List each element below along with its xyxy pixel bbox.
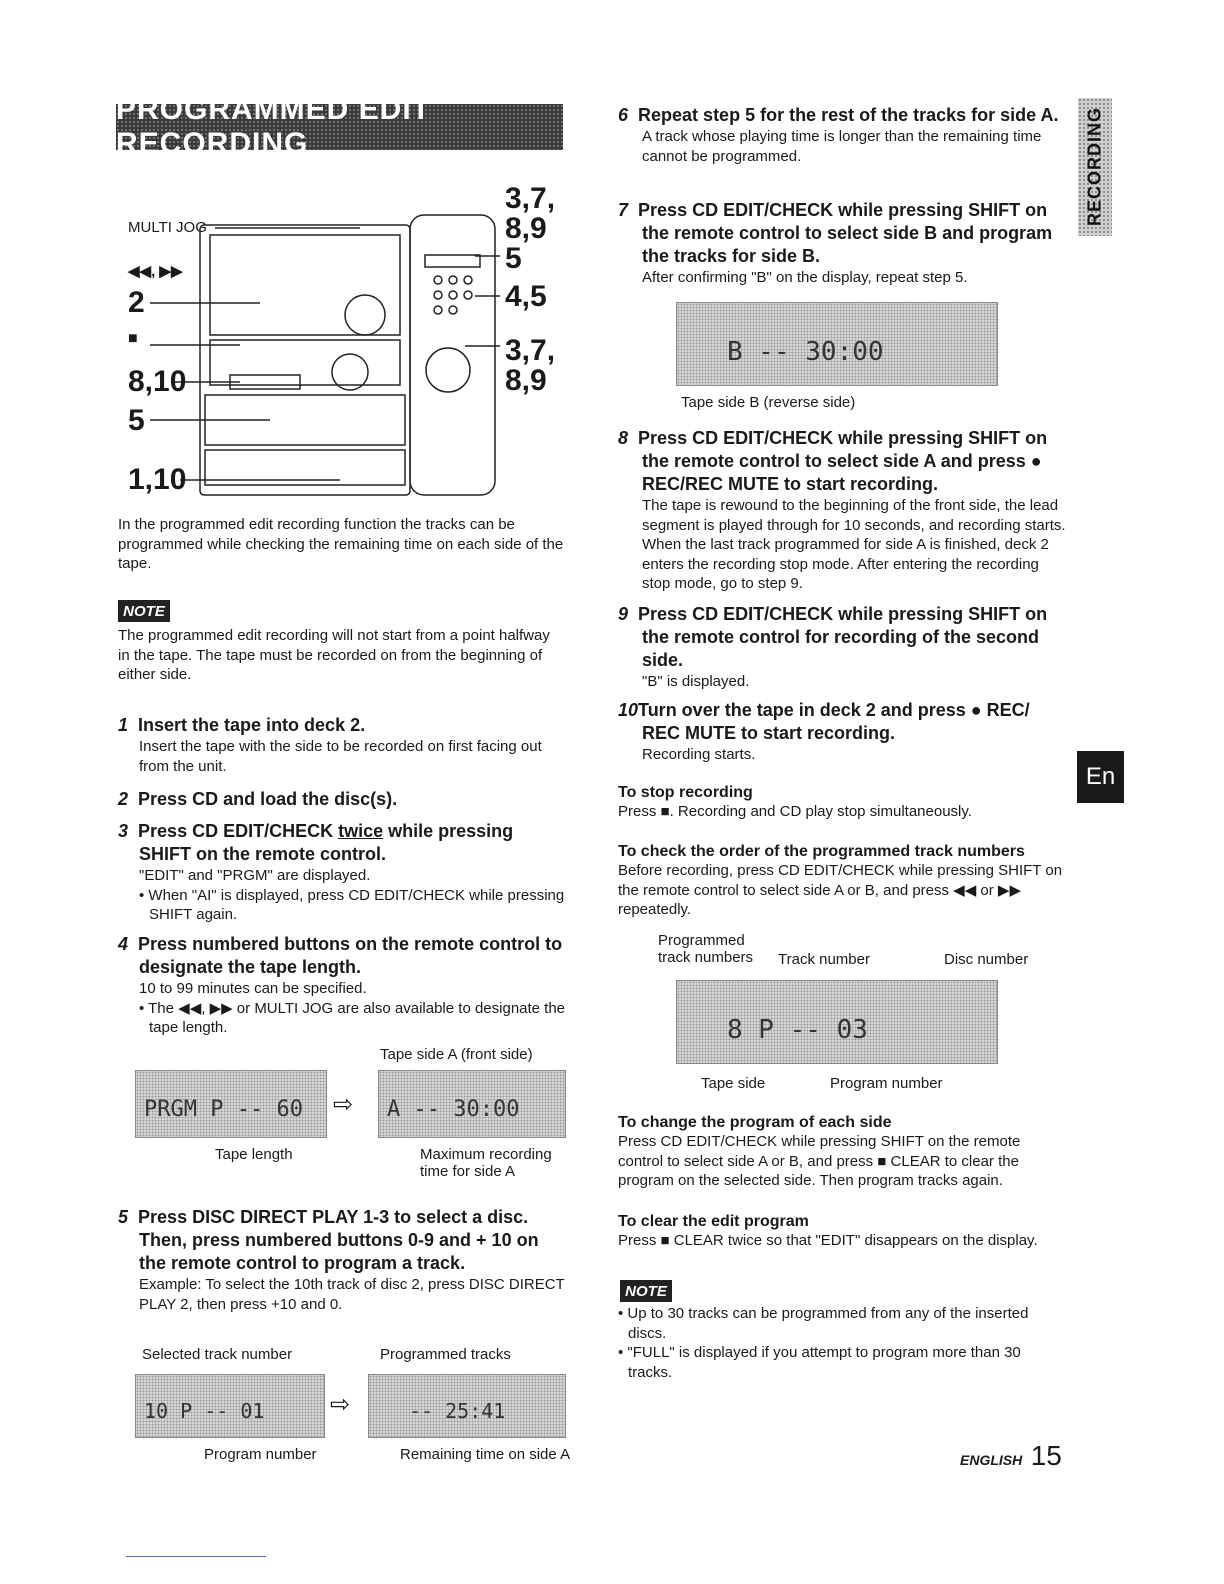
section-title: To check the order of the programmed track numbers xyxy=(618,843,1025,860)
lcd-readout: A -- 30:00 xyxy=(387,1097,520,1122)
step-title: Repeat step 5 for the rest of the tracks for side A. xyxy=(638,105,1059,125)
section-title: To change the program of each side xyxy=(618,1114,892,1131)
note-list xyxy=(618,1304,1066,1382)
step-title: Press CD EDIT/CHECK while pressing SHIFT on the remote control to select side B and program the tracks for side B. xyxy=(638,200,1053,266)
section-title: To clear the edit program xyxy=(618,1213,809,1230)
check-order-section xyxy=(618,843,1066,920)
tape-side-b-caption: Tape side B (reverse side) xyxy=(681,394,856,411)
note-badge: NOTE xyxy=(118,600,170,622)
step-title: Turn over the tape in deck 2 and press ● REC/ REC MUTE to start recording. xyxy=(638,700,1030,743)
selected-track-caption: Selected track number xyxy=(142,1346,293,1363)
step-body: Insert the tape with the side to be recorded on first facing out from the unit. xyxy=(139,738,542,775)
lcd-display-side-b xyxy=(676,302,998,386)
tape-length-caption: Tape length xyxy=(215,1146,293,1163)
lcd-display-max-time xyxy=(378,1070,566,1138)
lcd-readout: -- 25:41 xyxy=(409,1399,506,1423)
programmed-tracks-caption: Programmed tracks xyxy=(380,1346,511,1363)
step-7 xyxy=(618,199,1066,288)
step-title: Press CD EDIT/CHECK while pressing SHIFT on the remote control for recording of the second side. xyxy=(638,604,1048,670)
change-program-section xyxy=(618,1114,1066,1191)
intro-text: In the programmed edit recording function the tracks can be programmed while checking the remaining time on each side of the tape. xyxy=(118,516,564,572)
step-title: Press CD and load the disc(s). xyxy=(138,789,398,809)
program-number-caption: Program number xyxy=(204,1446,317,1463)
note-text: The programmed edit recording will not start from a point halfway in the tape. The tape must be recorded on from the beginning of either side. xyxy=(118,627,550,683)
step-number: 2 xyxy=(118,789,129,809)
disc-number-caption: Disc number xyxy=(944,951,1029,968)
footer xyxy=(960,1440,1062,1472)
step-8 xyxy=(618,427,1066,594)
step-number: 4 xyxy=(118,934,129,954)
lcd-readout: 10 P -- 01 xyxy=(144,1399,265,1423)
max-time-caption: Maximum recording time for side A xyxy=(420,1146,552,1180)
callout-2: 2 xyxy=(128,286,145,319)
lcd-display-remaining xyxy=(368,1374,566,1438)
step-body: Recording starts. xyxy=(642,746,756,763)
step-title-rest: while pressing SHIFT on the remote control. xyxy=(139,821,514,864)
prog-track-numbers-caption: Programmed track numbers xyxy=(658,932,754,966)
page-number: 15 xyxy=(1030,1440,1062,1471)
step-5 xyxy=(118,1206,568,1314)
page-title: PROGRAMMED EDIT RECORDING xyxy=(116,104,563,150)
arrow-right-icon: ⇨ xyxy=(333,1091,354,1118)
section-tab xyxy=(1078,98,1112,236)
step-title: Press numbered buttons on the remote control to designate the tape length. xyxy=(138,934,563,977)
footer-language: ENGLISH xyxy=(960,1452,1023,1468)
track-number-caption: Track number xyxy=(778,951,870,968)
step-number: 8 xyxy=(618,428,629,448)
arrow-right-icon: ⇨ xyxy=(330,1391,351,1418)
step-number: 1 xyxy=(118,715,129,735)
callout-3-7-8-9-top: 3,7, 8,9 xyxy=(505,182,556,245)
section-tab-label: RECORDING xyxy=(1084,107,1105,227)
callout-8-10: 8,10 xyxy=(128,365,187,398)
step-6 xyxy=(618,104,1066,166)
callout-4-5: 4,5 xyxy=(505,280,547,313)
step-9 xyxy=(618,603,1066,692)
step-body: A track whose playing time is longer than the remaining time cannot be programmed. xyxy=(642,128,1042,165)
note-badge-2: NOTE xyxy=(620,1280,672,1302)
step-title: Insert the tape into deck 2. xyxy=(138,715,366,735)
skip-buttons-label: ◀◀, ▶▶ xyxy=(128,263,183,280)
callout-1-10: 1,10 xyxy=(128,463,187,496)
step-number: 10 xyxy=(618,700,639,720)
note-item: • "FULL" is displayed if you attempt to program more than 30 tracks. xyxy=(618,1344,1021,1381)
step-body: The tape is rewound to the beginning of the front side, the lead segment is played through for 10 seconds, and recording starts. When the last track programmed for side A is finished, deck 2 enters the recording stop mode. After entering the recording stop mode, go to step 9. xyxy=(642,497,1066,592)
section-body: Press CD EDIT/CHECK while pressing SHIFT on the remote control to select side A or B, and press ■ CLEAR to clear the program on the selected side. Then program tracks again. xyxy=(618,1133,1021,1189)
step-10 xyxy=(618,699,1066,765)
clear-program-section xyxy=(618,1213,1066,1251)
step-title: Press CD EDIT/CHECK while pressing SHIFT on the remote control to select side A and press ● REC/REC MUTE to start recording. xyxy=(638,428,1048,494)
step-body: Example: To select the 10th track of disc 2, press DISC DIRECT PLAY 2, then press +10 and 0. xyxy=(139,1276,565,1313)
callout-5-left: 5 xyxy=(128,404,145,437)
step-body: "EDIT" and "PRGM" are displayed. xyxy=(139,867,371,884)
lcd-display-track-select xyxy=(135,1374,325,1438)
lcd-readout: B -- 30:00 xyxy=(727,337,884,367)
step-number: 5 xyxy=(118,1207,129,1227)
lcd-readout: 8 P -- 03 xyxy=(727,1015,868,1045)
step-2 xyxy=(118,788,568,811)
step-bullet: • The ◀◀, ▶▶ or MULTI JOG are also available to designate the tape length. xyxy=(139,999,566,1036)
step-title: Press CD EDIT/CHECK xyxy=(138,821,339,841)
callout-3-7-8-9-bottom: 3,7, 8,9 xyxy=(505,334,556,397)
step-number: 3 xyxy=(118,821,129,841)
step-body: 10 to 99 minutes can be specified. xyxy=(139,980,367,997)
step-title-emphasis: twice xyxy=(338,821,384,841)
section-title: To stop recording xyxy=(618,784,753,801)
stop-recording-section xyxy=(618,784,1066,822)
lcd-display-tape-length xyxy=(135,1070,327,1138)
callout-stop: ■ xyxy=(128,330,138,347)
step-body: After confirming "B" on the display, repeat step 5. xyxy=(642,269,968,286)
lcd-readout: PRGM P -- 60 xyxy=(144,1097,303,1122)
tape-side-a-caption: Tape side A (front side) xyxy=(380,1046,533,1063)
language-tab: En xyxy=(1077,751,1124,803)
step-1 xyxy=(118,714,568,776)
step-3 xyxy=(118,820,568,925)
step-number: 7 xyxy=(618,200,629,220)
multi-jog-label: MULTI JOG xyxy=(128,219,207,236)
step-number: 9 xyxy=(618,604,629,624)
lcd-display-check-order xyxy=(676,980,998,1064)
section-body: Press ■ CLEAR twice so that "EDIT" disappears on the display. xyxy=(618,1232,1038,1249)
remaining-time-caption: Remaining time on side A xyxy=(400,1446,571,1463)
section-body: Press ■. Recording and CD play stop simultaneously. xyxy=(618,803,972,820)
step-title: Press DISC DIRECT PLAY 1-3 to select a disc. Then, press numbered buttons 0-9 and + 10 on the remote control to program a track. xyxy=(138,1207,539,1273)
step-body: "B" is displayed. xyxy=(642,673,750,690)
step-bullet: • When "AI" is displayed, press CD EDIT/CHECK while pressing SHIFT again. xyxy=(139,886,565,923)
step-4 xyxy=(118,933,568,1038)
step-number: 6 xyxy=(618,105,629,125)
tape-side-caption: Tape side xyxy=(701,1075,766,1092)
footer-rule xyxy=(126,1556,266,1557)
section-body: Before recording, press CD EDIT/CHECK while pressing SHIFT on the remote control to select side A or B, and press ◀◀ or ▶▶ repeatedly. xyxy=(618,862,1063,918)
callout-5-right: 5 xyxy=(505,242,522,275)
note-item: • Up to 30 tracks can be programmed from any of the inserted discs. xyxy=(618,1305,1029,1342)
program-number-caption-2: Program number xyxy=(830,1075,943,1092)
